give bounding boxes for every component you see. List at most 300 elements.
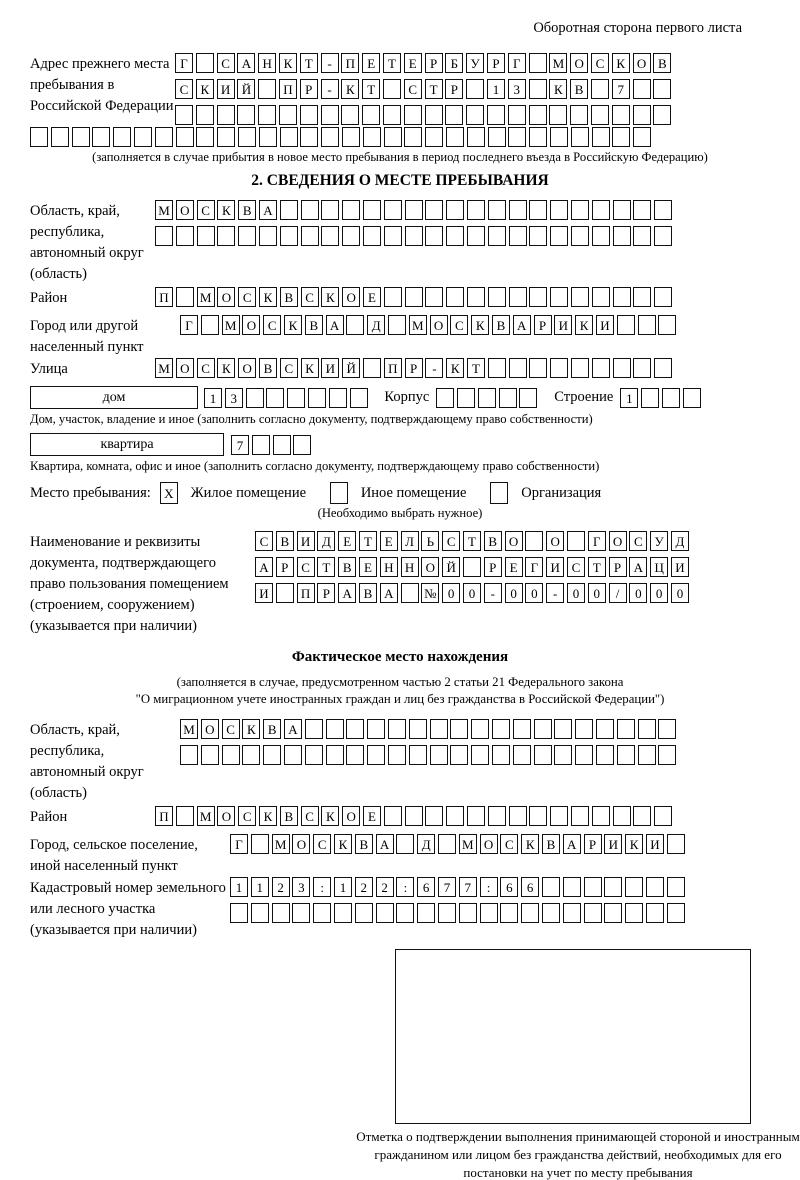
char-box[interactable]: К — [284, 315, 302, 335]
char-box[interactable]: В — [280, 806, 298, 826]
char-box[interactable] — [246, 388, 264, 408]
char-box[interactable] — [492, 745, 510, 765]
char-box[interactable] — [584, 877, 602, 897]
char-box[interactable] — [571, 127, 589, 147]
char-box[interactable] — [342, 200, 360, 220]
char-box[interactable]: С — [404, 79, 422, 99]
char-box[interactable] — [430, 719, 448, 739]
char-box[interactable] — [662, 388, 680, 408]
char-box[interactable] — [155, 127, 173, 147]
char-box[interactable]: - — [321, 79, 339, 99]
char-box[interactable]: О — [292, 834, 310, 854]
organizaciya-checkbox[interactable] — [490, 482, 511, 504]
char-box[interactable]: Н — [380, 557, 398, 577]
char-box[interactable] — [554, 745, 572, 765]
char-box[interactable] — [658, 745, 676, 765]
char-box[interactable] — [258, 105, 276, 125]
char-box[interactable] — [658, 315, 676, 335]
char-box[interactable]: Д — [671, 531, 689, 551]
char-box[interactable] — [613, 226, 631, 246]
char-box[interactable]: Е — [404, 53, 422, 73]
char-box[interactable] — [376, 903, 394, 923]
char-box[interactable]: С — [450, 315, 468, 335]
char-box[interactable]: К — [575, 315, 593, 335]
char-box[interactable]: К — [321, 806, 339, 826]
char-box[interactable]: А — [563, 834, 581, 854]
char-box[interactable] — [363, 226, 381, 246]
char-box[interactable] — [575, 719, 593, 739]
char-box[interactable]: С — [197, 358, 215, 378]
char-box[interactable] — [341, 105, 359, 125]
char-box[interactable] — [425, 127, 443, 147]
char-box[interactable] — [604, 903, 622, 923]
char-box[interactable] — [591, 105, 609, 125]
char-box[interactable] — [591, 79, 609, 99]
char-box[interactable] — [176, 287, 194, 307]
char-box[interactable]: Д — [367, 315, 385, 335]
char-box[interactable]: О — [633, 53, 651, 73]
char-box[interactable] — [467, 806, 485, 826]
char-box[interactable]: К — [217, 200, 235, 220]
char-box[interactable]: Т — [383, 53, 401, 73]
char-box[interactable] — [467, 200, 485, 220]
char-box[interactable] — [592, 358, 610, 378]
char-box[interactable] — [446, 200, 464, 220]
char-box[interactable] — [542, 877, 560, 897]
char-box[interactable] — [550, 358, 568, 378]
char-box[interactable]: 0 — [588, 583, 606, 603]
char-box[interactable] — [457, 388, 475, 408]
char-box[interactable]: Г — [525, 557, 543, 577]
char-box[interactable] — [500, 903, 518, 923]
char-box[interactable]: М — [549, 53, 567, 73]
char-box[interactable]: И — [596, 315, 614, 335]
char-box[interactable] — [529, 358, 547, 378]
char-box[interactable] — [488, 358, 506, 378]
char-box[interactable] — [466, 105, 484, 125]
char-box[interactable] — [592, 226, 610, 246]
char-box[interactable] — [563, 877, 581, 897]
char-box[interactable] — [471, 745, 489, 765]
char-box[interactable] — [571, 226, 589, 246]
char-box[interactable] — [404, 127, 422, 147]
char-box[interactable] — [653, 79, 671, 99]
char-box[interactable] — [405, 806, 423, 826]
char-box[interactable]: Е — [380, 531, 398, 551]
char-box[interactable] — [554, 719, 572, 739]
char-box[interactable] — [113, 127, 131, 147]
char-box[interactable] — [567, 531, 585, 551]
char-box[interactable]: Е — [363, 806, 381, 826]
char-box[interactable] — [549, 105, 567, 125]
char-box[interactable]: В — [570, 79, 588, 99]
char-box[interactable] — [478, 388, 496, 408]
char-box[interactable]: О — [430, 315, 448, 335]
char-box[interactable] — [653, 105, 671, 125]
char-box[interactable]: О — [342, 287, 360, 307]
char-box[interactable]: 7 — [612, 79, 630, 99]
char-box[interactable] — [321, 105, 339, 125]
char-box[interactable] — [604, 877, 622, 897]
char-box[interactable] — [529, 287, 547, 307]
char-box[interactable] — [284, 745, 302, 765]
char-box[interactable]: М — [197, 806, 215, 826]
char-box[interactable] — [550, 806, 568, 826]
char-box[interactable] — [384, 127, 402, 147]
char-box[interactable]: Г — [180, 315, 198, 335]
char-box[interactable] — [425, 806, 443, 826]
char-box[interactable] — [438, 903, 456, 923]
char-box[interactable] — [633, 226, 651, 246]
char-box[interactable] — [450, 719, 468, 739]
char-box[interactable] — [509, 358, 527, 378]
char-box[interactable] — [638, 719, 656, 739]
char-box[interactable] — [534, 745, 552, 765]
char-box[interactable]: Т — [300, 53, 318, 73]
char-box[interactable] — [529, 127, 547, 147]
char-box[interactable] — [384, 200, 402, 220]
char-box[interactable]: А — [259, 200, 277, 220]
char-box[interactable]: : — [480, 877, 498, 897]
char-box[interactable] — [280, 226, 298, 246]
char-box[interactable]: 0 — [463, 583, 481, 603]
char-box[interactable]: И — [604, 834, 622, 854]
char-box[interactable]: В — [484, 531, 502, 551]
char-box[interactable] — [363, 127, 381, 147]
char-box[interactable] — [72, 127, 90, 147]
char-box[interactable] — [326, 745, 344, 765]
char-box[interactable] — [230, 903, 248, 923]
char-box[interactable] — [409, 745, 427, 765]
char-box[interactable]: / — [609, 583, 627, 603]
char-box[interactable]: Ь — [421, 531, 439, 551]
char-box[interactable] — [521, 903, 539, 923]
char-box[interactable]: - — [546, 583, 564, 603]
char-box[interactable] — [450, 745, 468, 765]
char-box[interactable] — [646, 903, 664, 923]
char-box[interactable] — [201, 315, 219, 335]
char-box[interactable]: 6 — [417, 877, 435, 897]
char-box[interactable] — [330, 482, 348, 504]
char-box[interactable]: М — [272, 834, 290, 854]
char-box[interactable] — [326, 719, 344, 739]
char-box[interactable] — [405, 200, 423, 220]
char-box[interactable] — [404, 105, 422, 125]
char-box[interactable] — [446, 806, 464, 826]
char-box[interactable]: А — [513, 315, 531, 335]
char-box[interactable]: П — [341, 53, 359, 73]
char-box[interactable]: Р — [487, 53, 505, 73]
char-box[interactable] — [480, 903, 498, 923]
char-box[interactable]: 0 — [567, 583, 585, 603]
char-box[interactable] — [529, 806, 547, 826]
char-box[interactable] — [251, 834, 269, 854]
char-box[interactable]: 0 — [442, 583, 460, 603]
char-box[interactable] — [550, 226, 568, 246]
char-box[interactable] — [617, 719, 635, 739]
char-box[interactable]: 1 — [204, 388, 222, 408]
char-box[interactable]: У — [650, 531, 668, 551]
char-box[interactable] — [425, 200, 443, 220]
char-box[interactable] — [305, 719, 323, 739]
char-box[interactable] — [529, 79, 547, 99]
char-box[interactable]: Г — [230, 834, 248, 854]
char-box[interactable] — [613, 200, 631, 220]
char-box[interactable] — [513, 719, 531, 739]
char-box[interactable] — [633, 200, 651, 220]
char-box[interactable] — [293, 435, 311, 455]
char-box[interactable]: Й — [342, 358, 360, 378]
char-box[interactable]: И — [297, 531, 315, 551]
char-box[interactable]: Р — [484, 557, 502, 577]
char-box[interactable] — [197, 226, 215, 246]
char-box[interactable]: 6 — [500, 877, 518, 897]
char-box[interactable]: К — [196, 79, 214, 99]
char-box[interactable] — [613, 358, 631, 378]
char-box[interactable] — [613, 806, 631, 826]
char-box[interactable] — [525, 531, 543, 551]
char-box[interactable]: С — [197, 200, 215, 220]
char-box[interactable]: К — [279, 53, 297, 73]
char-box[interactable] — [196, 105, 214, 125]
char-box[interactable]: С — [500, 834, 518, 854]
char-box[interactable] — [259, 127, 277, 147]
char-box[interactable]: М — [197, 287, 215, 307]
char-box[interactable] — [471, 719, 489, 739]
char-box[interactable]: А — [338, 583, 356, 603]
char-box[interactable]: Д — [417, 834, 435, 854]
char-box[interactable]: С — [301, 806, 319, 826]
char-box[interactable]: Т — [317, 557, 335, 577]
char-box[interactable] — [592, 287, 610, 307]
char-box[interactable] — [488, 127, 506, 147]
char-box[interactable] — [300, 105, 318, 125]
char-box[interactable]: С — [255, 531, 273, 551]
char-box[interactable] — [405, 226, 423, 246]
char-box[interactable] — [534, 719, 552, 739]
char-box[interactable] — [280, 200, 298, 220]
char-box[interactable] — [237, 105, 255, 125]
char-box[interactable]: С — [175, 79, 193, 99]
char-box[interactable] — [383, 105, 401, 125]
char-box[interactable] — [499, 388, 517, 408]
char-box[interactable]: Е — [363, 287, 381, 307]
char-box[interactable] — [445, 105, 463, 125]
char-box[interactable]: 2 — [376, 877, 394, 897]
char-box[interactable]: 7 — [231, 435, 249, 455]
char-box[interactable] — [301, 226, 319, 246]
char-box[interactable]: Г — [508, 53, 526, 73]
char-box[interactable]: А — [376, 834, 394, 854]
char-box[interactable] — [654, 806, 672, 826]
char-box[interactable] — [571, 200, 589, 220]
char-box[interactable]: Г — [175, 53, 193, 73]
inoe-checkbox[interactable] — [330, 482, 351, 504]
char-box[interactable] — [488, 806, 506, 826]
char-box[interactable] — [492, 719, 510, 739]
char-box[interactable]: 1 — [334, 877, 352, 897]
char-box[interactable]: О — [201, 719, 219, 739]
char-box[interactable] — [346, 315, 364, 335]
char-box[interactable]: А — [326, 315, 344, 335]
char-box[interactable]: В — [263, 719, 281, 739]
char-box[interactable] — [633, 127, 651, 147]
char-box[interactable]: 1 — [251, 877, 269, 897]
char-box[interactable] — [409, 719, 427, 739]
char-box[interactable]: Й — [442, 557, 460, 577]
char-box[interactable] — [346, 719, 364, 739]
char-box[interactable]: Е — [338, 531, 356, 551]
char-box[interactable]: Р — [276, 557, 294, 577]
char-box[interactable] — [305, 745, 323, 765]
char-box[interactable] — [217, 226, 235, 246]
char-box[interactable] — [367, 719, 385, 739]
char-box[interactable] — [276, 583, 294, 603]
char-box[interactable]: П — [297, 583, 315, 603]
char-box[interactable] — [222, 745, 240, 765]
char-box[interactable] — [467, 127, 485, 147]
char-box[interactable]: X — [160, 482, 178, 504]
char-box[interactable]: 6 — [521, 877, 539, 897]
char-box[interactable]: 2 — [355, 877, 373, 897]
char-box[interactable] — [463, 557, 481, 577]
char-box[interactable]: В — [338, 557, 356, 577]
char-box[interactable]: М — [459, 834, 477, 854]
char-box[interactable] — [550, 287, 568, 307]
char-box[interactable]: Р — [300, 79, 318, 99]
char-box[interactable]: О — [546, 531, 564, 551]
char-box[interactable]: 7 — [459, 877, 477, 897]
char-box[interactable]: К — [334, 834, 352, 854]
char-box[interactable] — [446, 226, 464, 246]
char-box[interactable]: С — [238, 806, 256, 826]
char-box[interactable]: С — [301, 287, 319, 307]
char-box[interactable]: В — [355, 834, 373, 854]
char-box[interactable] — [509, 287, 527, 307]
char-box[interactable] — [667, 877, 685, 897]
char-box[interactable] — [363, 358, 381, 378]
char-box[interactable]: К — [217, 358, 235, 378]
char-box[interactable] — [251, 903, 269, 923]
char-box[interactable] — [321, 200, 339, 220]
char-box[interactable] — [563, 903, 581, 923]
char-box[interactable] — [180, 745, 198, 765]
char-box[interactable] — [383, 79, 401, 99]
char-box[interactable] — [259, 226, 277, 246]
char-box[interactable]: - — [425, 358, 443, 378]
char-box[interactable] — [488, 287, 506, 307]
char-box[interactable] — [612, 127, 630, 147]
char-box[interactable]: О — [570, 53, 588, 73]
char-box[interactable]: С — [297, 557, 315, 577]
char-box[interactable] — [638, 745, 656, 765]
char-box[interactable] — [542, 903, 560, 923]
char-box[interactable]: К — [471, 315, 489, 335]
char-box[interactable] — [633, 79, 651, 99]
char-box[interactable] — [592, 200, 610, 220]
char-box[interactable] — [654, 287, 672, 307]
char-box[interactable]: О — [480, 834, 498, 854]
char-box[interactable] — [242, 745, 260, 765]
char-box[interactable] — [175, 105, 193, 125]
char-box[interactable]: М — [180, 719, 198, 739]
char-box[interactable]: 0 — [671, 583, 689, 603]
char-box[interactable] — [513, 745, 531, 765]
char-box[interactable] — [529, 53, 547, 73]
char-box[interactable]: С — [313, 834, 331, 854]
char-box[interactable] — [612, 105, 630, 125]
char-box[interactable]: П — [155, 287, 173, 307]
char-box[interactable] — [646, 877, 664, 897]
char-box[interactable]: 0 — [505, 583, 523, 603]
char-box[interactable]: К — [301, 358, 319, 378]
char-box[interactable] — [30, 127, 48, 147]
char-box[interactable] — [301, 200, 319, 220]
char-box[interactable] — [266, 388, 284, 408]
char-box[interactable] — [252, 435, 270, 455]
char-box[interactable] — [384, 226, 402, 246]
char-box[interactable]: М — [222, 315, 240, 335]
char-box[interactable] — [509, 226, 527, 246]
char-box[interactable] — [633, 806, 651, 826]
char-box[interactable]: - — [321, 53, 339, 73]
dom-type-field[interactable]: дом — [30, 386, 198, 409]
char-box[interactable] — [425, 226, 443, 246]
char-box[interactable] — [654, 358, 672, 378]
char-box[interactable]: 1 — [620, 388, 638, 408]
char-box[interactable]: Е — [362, 53, 380, 73]
char-box[interactable] — [367, 745, 385, 765]
char-box[interactable] — [446, 287, 464, 307]
char-box[interactable] — [321, 226, 339, 246]
char-box[interactable] — [571, 287, 589, 307]
char-box[interactable] — [134, 127, 152, 147]
char-box[interactable] — [321, 127, 339, 147]
char-box[interactable]: О — [176, 358, 194, 378]
char-box[interactable]: В — [542, 834, 560, 854]
char-box[interactable]: В — [305, 315, 323, 335]
char-box[interactable] — [667, 903, 685, 923]
char-box[interactable] — [617, 745, 635, 765]
char-box[interactable] — [466, 79, 484, 99]
char-box[interactable]: П — [384, 358, 402, 378]
char-box[interactable] — [667, 834, 685, 854]
char-box[interactable] — [638, 315, 656, 335]
char-box[interactable]: № — [421, 583, 439, 603]
char-box[interactable]: 0 — [629, 583, 647, 603]
char-box[interactable]: С — [591, 53, 609, 73]
char-box[interactable] — [292, 903, 310, 923]
char-box[interactable] — [201, 745, 219, 765]
char-box[interactable]: И — [217, 79, 235, 99]
char-box[interactable] — [417, 903, 435, 923]
char-box[interactable] — [550, 127, 568, 147]
char-box[interactable]: К — [259, 806, 277, 826]
char-box[interactable] — [633, 358, 651, 378]
char-box[interactable] — [488, 200, 506, 220]
char-box[interactable] — [633, 287, 651, 307]
char-box[interactable] — [641, 388, 659, 408]
char-box[interactable] — [529, 200, 547, 220]
char-box[interactable] — [490, 482, 508, 504]
char-box[interactable]: С — [280, 358, 298, 378]
char-box[interactable]: Н — [401, 557, 419, 577]
char-box[interactable] — [571, 806, 589, 826]
char-box[interactable]: И — [646, 834, 664, 854]
char-box[interactable]: Т — [362, 79, 380, 99]
char-box[interactable]: 3 — [292, 877, 310, 897]
char-box[interactable] — [508, 105, 526, 125]
